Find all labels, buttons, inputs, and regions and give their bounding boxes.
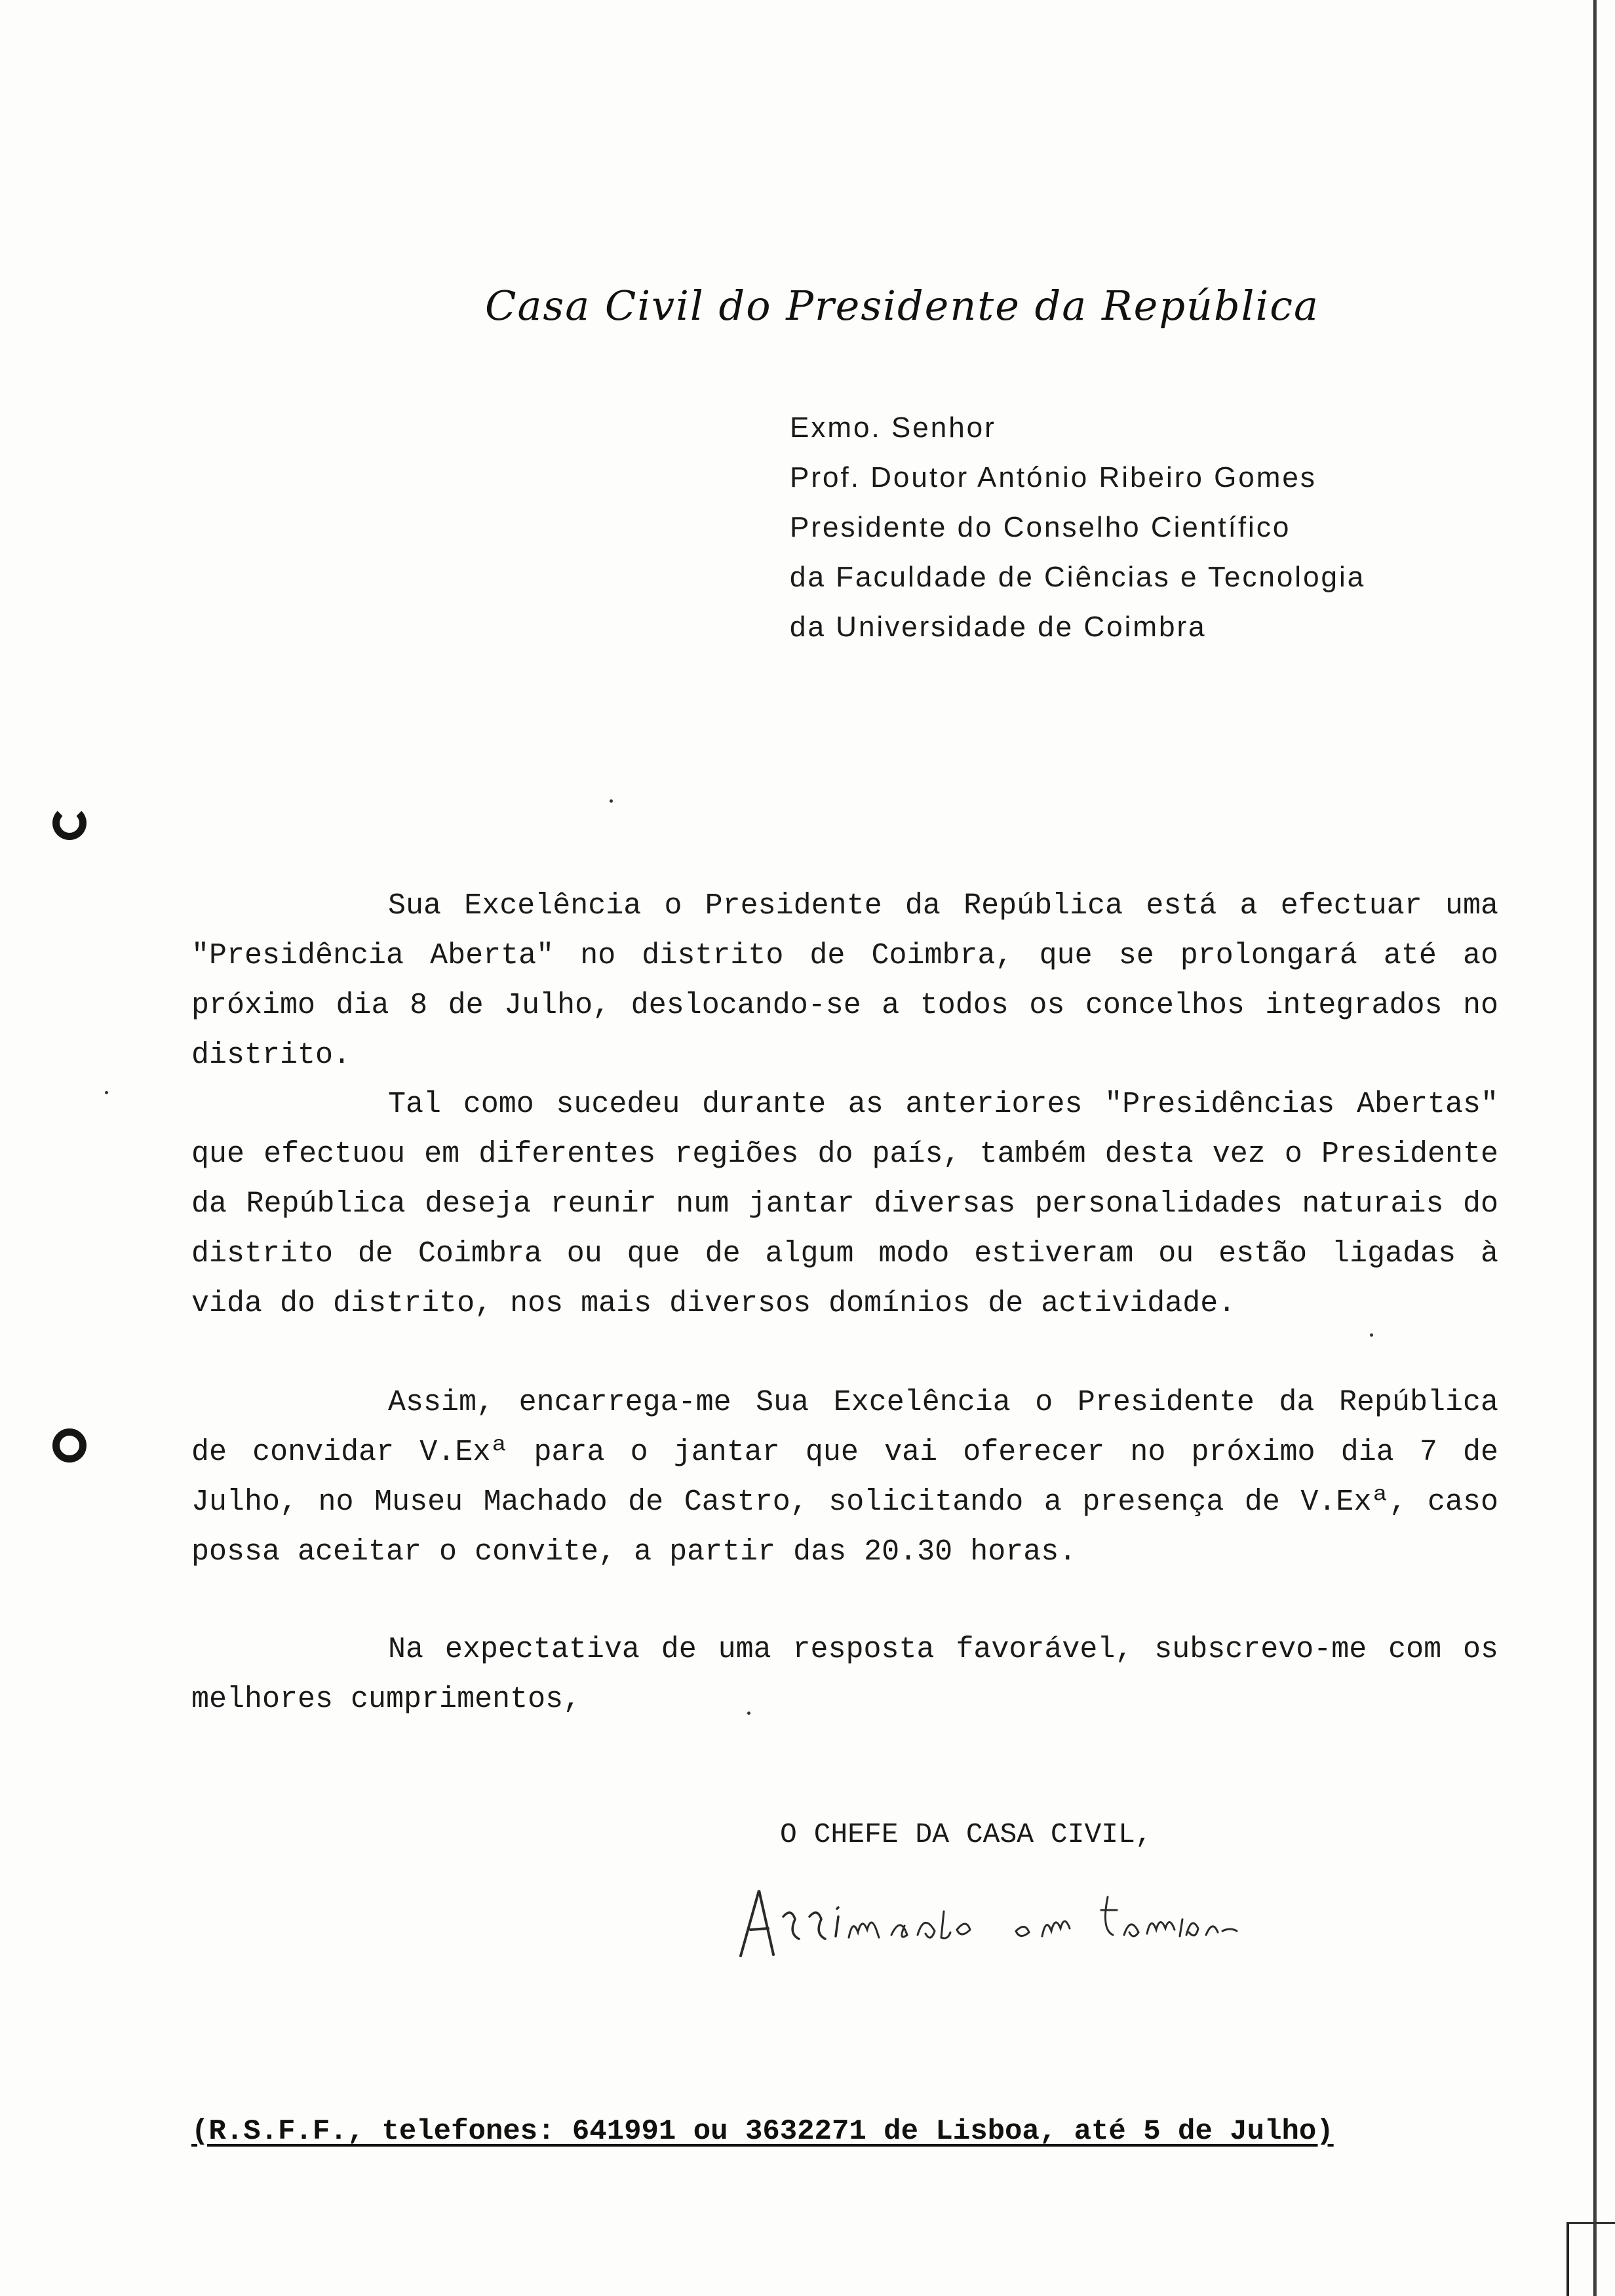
- recipient-line: Exmo. Senhor: [790, 411, 996, 444]
- scan-edge: [1593, 0, 1597, 2296]
- body-paragraph-4: [191, 1625, 1498, 1725]
- letterhead: Casa Civil do Presidente da República: [485, 282, 1319, 330]
- recipient-line: Prof. Doutor António Ribeiro Gomes: [790, 461, 1317, 493]
- paragraph-text: Sua Excelência o Presidente da República está a efectuar uma "Presidência Aberta" no distrito de Coimbra, que se prolongará até ao próximo dia 8 de Julho, deslocando-se a todos os concelhos integrados no distrito.: [191, 889, 1498, 1072]
- recipient-address: [790, 403, 1365, 652]
- body-paragraph-2: [191, 1080, 1498, 1329]
- punch-hole: [52, 806, 87, 840]
- scan-speck: [1370, 1333, 1373, 1337]
- scan-speck: [610, 799, 613, 803]
- footer-note: (R.S.F.F., telefones: 641991 ou 3632271 de Lisboa, até 5 de Julho): [191, 2115, 1334, 2148]
- scan-speck: [747, 1712, 750, 1715]
- scan-speck: [105, 1091, 108, 1094]
- paragraph-text: Na expectativa de uma resposta favorável, subscrevo-me com os melhores cumprimentos,: [191, 1633, 1498, 1716]
- scan-edge-corner: [1566, 2222, 1615, 2296]
- paragraph-text: Tal como sucedeu durante as anteriores "Presidências Abertas" que efectuou em diferentes regiões do país, também desta vez o Presidente da República deseja reunir num jantar diversas personalidades naturais do distrito de Coimbra ou que de algum modo estiveram ou estão ligadas à vida do distrito, nos mais diversos domínios de actividade.: [191, 1088, 1498, 1320]
- closing-title: O CHEFE DA CASA CIVIL,: [780, 1818, 1152, 1850]
- body-paragraph-3: [191, 1378, 1498, 1577]
- recipient-line: da Faculdade de Ciências e Tecnologia: [790, 561, 1366, 593]
- recipient-line: da Universidade de Coimbra: [790, 611, 1207, 643]
- body-paragraph-1: [191, 881, 1498, 1081]
- handwritten-signature: [728, 1871, 1331, 1969]
- recipient-line: Presidente do Conselho Científico: [790, 511, 1291, 543]
- punch-hole: [52, 1428, 87, 1463]
- paragraph-text: Assim, encarrega-me Sua Excelência o Presidente da República de convidar V.Exª para o jantar que vai oferecer no próximo dia 7 de Julho, no Museu Machado de Castro, solicitando a presença de V.Exª, caso possa aceitar o convite, a partir das 20.30 horas.: [191, 1386, 1498, 1569]
